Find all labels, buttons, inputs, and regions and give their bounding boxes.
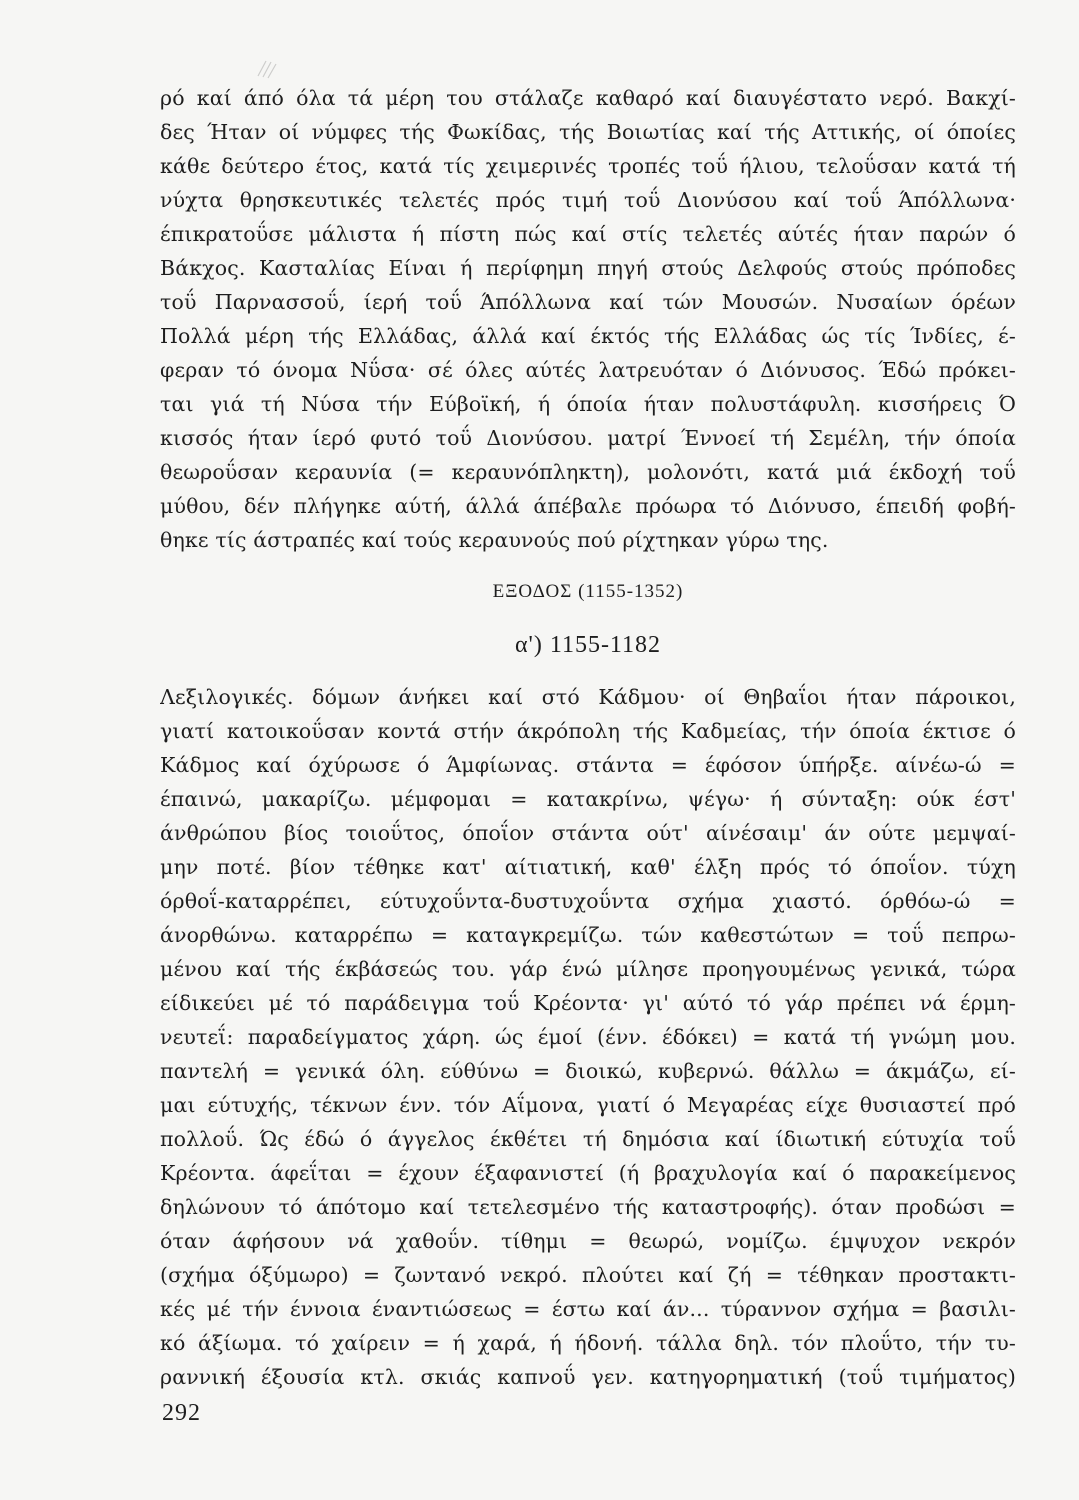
text-line: κό άξίωμα. τό χαίρειν = ή χαρά, ή ήδονή. τάλλα δηλ. τόν πλοΰτο, τήν τυ- bbox=[160, 1331, 1016, 1355]
text-line: κάθε δεύτερο έτος, κατά τίς χειμερινές τροπές τοΰ ήλιου, τελοΰσαν κατά τή bbox=[160, 154, 1016, 178]
text-line: νύχτα θρησκευτικές τελετές πρός τιμή τοΰ Διονύσου καί τοΰ Άπόλλωνα· bbox=[160, 188, 1016, 212]
text-line: φεραν τό όνομα Νΰσα· σέ όλες αύτές λατρευόταν ό Διόνυσος. Έδώ πρόκει- bbox=[160, 358, 1016, 382]
text-line: μην ποτέ. βίον τέθηκε κατ' αίτιατική, καθ' έλξη πρός τό όποΐον. τύχη bbox=[160, 855, 1016, 879]
subsection-heading: α') 1155-1182 bbox=[514, 632, 662, 658]
text-line: δες Ήταν οί νύμφες τής Φωκίδας, τής Βοιωτίας καί τής Αττικής, οί όποίες bbox=[160, 120, 1016, 144]
text-line: έπαινώ, μακαρίζω. μέμφομαι = κατακρίνω, ψέγω· ή σύνταξη: ούκ έστ' bbox=[160, 787, 1016, 811]
text-line: Κρέοντα. άφεΐται = έχουν έξαφανιστεί (ή βραχυλογία καί ό παρακείμενος bbox=[160, 1161, 1016, 1185]
text-line: θηκε τίς άστραπές καί τούς κεραυνούς πού ρίχτηκαν γύρω της. bbox=[160, 528, 829, 552]
text-line: άνθρώπου βίος τοιοΰτος, όποΐον στάντα ούτ' αίνέσαιμ' άν ούτε μεμψαί- bbox=[160, 821, 1016, 845]
text-line: Λεξιλογικές. δόμων άνήκει καί στό Κάδμου· οί Θηβαΐοι ήταν πάροικοι, bbox=[160, 685, 1016, 709]
text-line: τοΰ Παρνασσοΰ, ίερή τοΰ Άπόλλωνα καί τών Μουσών. Νυσαίων όρέων bbox=[160, 290, 1016, 314]
text-line: δηλώνουν τό άπότομο καί τετελεσμένο τής καταστροφής). όταν προδώσι = bbox=[160, 1195, 1016, 1219]
text-line: κές μέ τήν έννοια έναντιώσεως = έστω καί άν... τύραννον σχήμα = βασιλι- bbox=[160, 1297, 1016, 1321]
text-line: ραννική έξουσία κτλ. σκιάς καπνοΰ γεν. κατηγορηματική (τοΰ τιμήματος) bbox=[160, 1365, 1016, 1389]
text-line: όταν άφήσουν νά χαθοΰν. τίθημι = θεωρώ, νομίζω. έμψυχον νεκρόν bbox=[160, 1229, 1016, 1253]
text-line: άνορθώνω. καταρρέπω = καταγκρεμίζω. τών καθεστώτων = τοΰ πεπρω- bbox=[160, 923, 1016, 947]
text-line: Κάδμος καί όχύρωσε ό Άμφίωνας. στάντα = έφόσον ύπήρξε. αίνέω-ώ = bbox=[160, 753, 1016, 777]
text-line: θεωροΰσαν κεραυνία (= κεραυνόπληκτη), μολονότι, κατά μιά έκδοχή τοΰ bbox=[160, 460, 1016, 484]
text-line: Πολλά μέρη τής Ελλάδας, άλλά καί έκτός τής Ελλάδας ώς τίς Ίνδίες, έ- bbox=[160, 324, 1016, 348]
scribble-mark-icon bbox=[256, 58, 278, 80]
text-line: νευτεΐ: παραδείγματος χάρη. ώς έμοί (ένν. έδόκει) = κατά τή γνώμη μου. bbox=[160, 1025, 1016, 1049]
text-line: όρθοΐ-καταρρέπει, εύτυχοΰντα-δυστυχοΰντα σχήμα χιαστό. όρθόω-ώ = bbox=[160, 889, 1016, 913]
text-line: παντελή = γενικά όλη. εύθύνω = διοικώ, κυβερνώ. θάλλω = άκμάζω, εί- bbox=[160, 1059, 1016, 1083]
text-line: είδικεύει μέ τό παράδειγμα τοΰ Κρέοντα· γι' αύτό τό γάρ πρέπει νά έρμη- bbox=[160, 991, 1016, 1015]
text-line: μαι εύτυχής, τέκνων ένν. τόν Αΐμονα, γιατί ό Μεγαρέας είχε θυσιαστεί πρό bbox=[160, 1093, 1016, 1117]
text-line: γιατί κατοικοΰσαν κοντά στήν άκρόπολη τής Καδμείας, τήν όποία έκτισε ό bbox=[160, 719, 1016, 743]
text-line: μένου καί τής έκβάσεώς του. γάρ ένώ μίλησε προηγουμένως γενικά, τώρα bbox=[160, 957, 1016, 981]
page-number: 292 bbox=[162, 1400, 201, 1426]
text-line: μύθου, δέν πλήγηκε αύτή, άλλά άπέβαλε πρόωρα τό Διόνυσο, έπειδή φοβή- bbox=[160, 494, 1016, 518]
text-line: ρό καί άπό όλα τά μέρη του στάλαζε καθαρό καί διαυγέστατο νερό. Βακχί- bbox=[160, 86, 1016, 110]
text-line: πολλοΰ. Ώς έδώ ό άγγελος έκθέτει τή δημόσια καί ίδιωτική εύτυχία τοΰ bbox=[160, 1127, 1016, 1151]
text-line: Βάκχος. Κασταλίας Είναι ή περίφημη πηγή στούς Δελφούς στούς πρόποδες bbox=[160, 256, 1016, 280]
text-line: (σχήμα όξύμωρο) = ζωντανό νεκρό. πλούτει καί ζή = τέθηκαν προστακτι- bbox=[160, 1263, 1016, 1287]
text-line: κισσός ήταν ίερό φυτό τοΰ Διονύσου. ματρί Έννοεί τή Σεμέλη, τήν όποία bbox=[160, 426, 1016, 450]
text-line: έπικρατοΰσε μάλιστα ή πίστη πώς καί στίς τελετές αύτές ήταν παρών ό bbox=[160, 222, 1016, 246]
text-line: ται γιά τή Νύσα τήν Εύβοϊκή, ή όποία ήταν πολυστάφυλη. κισσήρεις Ό bbox=[160, 392, 1016, 416]
section-heading-exodos: ΕΞΟΔΟΣ (1155-1352) bbox=[492, 581, 684, 602]
